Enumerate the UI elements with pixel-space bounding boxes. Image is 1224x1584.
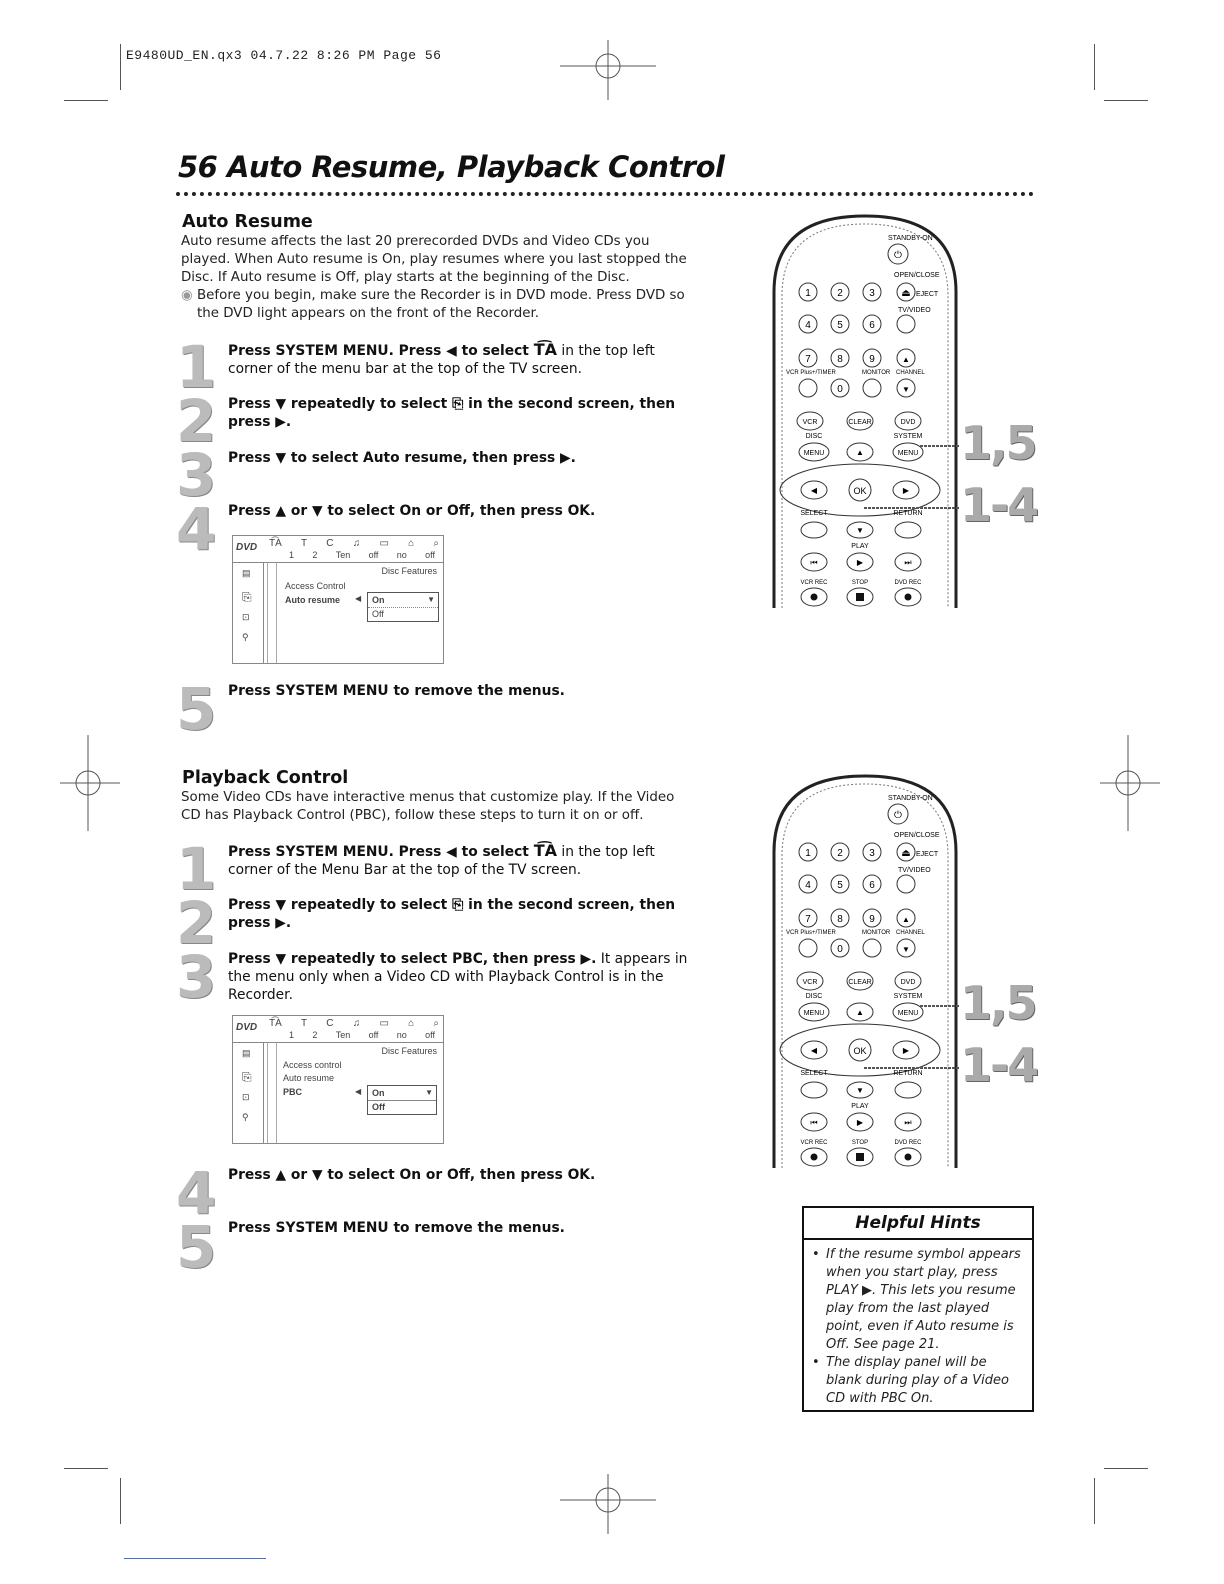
left-arrow-icon: ◀ <box>810 486 818 495</box>
step-line: press ▶. <box>228 414 292 430</box>
stop-icon <box>856 593 864 601</box>
return-label: RETURN <box>893 510 923 517</box>
step-number: 3 <box>176 943 217 1011</box>
step-bold: Press ▼ repeatedly to select PBC, then press ▶. <box>228 951 597 967</box>
channel-down-icon: ▼ <box>902 385 910 394</box>
osd-value: off <box>425 1030 435 1040</box>
intro-line: played. When Auto resume is On, play resumes where you last stopped the <box>181 252 687 267</box>
setup-icon: T͡A <box>269 1018 282 1029</box>
system-menu-label: MENU <box>897 1010 919 1017</box>
vcr-plus-label: VCR Plus+/TIMER <box>786 370 836 376</box>
disc-label: DISC <box>805 993 823 1000</box>
osd-values <box>289 550 435 560</box>
step-number: 5 <box>176 675 217 743</box>
digit-button-label: 4 <box>805 320 811 331</box>
step-number: 1 <box>176 333 217 401</box>
digit-button-label: 3 <box>869 848 875 859</box>
picture-icon: ▤ <box>242 568 251 578</box>
dropdown-arrow-icon: ▼ <box>427 595 435 604</box>
eject-icon: ⏏ <box>901 288 911 299</box>
digit-button-label: 2 <box>837 848 843 859</box>
chapter-icon: C <box>326 1018 334 1029</box>
intro-line: Auto resume affects the last 20 prerecorded DVDs and Video CDs you <box>181 234 650 249</box>
play-icon: ▶ <box>856 1118 864 1127</box>
right-arrow-icon: ▶ <box>902 486 910 495</box>
system-menu-label: MENU <box>897 450 919 457</box>
setup-icon: T͡A <box>533 340 558 359</box>
remote-callout-1-5: 1,5 <box>960 416 1036 470</box>
stop-icon <box>856 1153 864 1161</box>
crop-mark <box>1104 1468 1148 1469</box>
pbc-step-5-text: Press SYSTEM MENU to remove the menus. <box>228 1220 565 1236</box>
system-label: SYSTEM <box>893 433 923 440</box>
pbc-step-3-text <box>228 950 698 1004</box>
step-line: in the second screen, then <box>463 396 676 412</box>
digit-button-label: 7 <box>805 354 811 365</box>
select-label: SELECT <box>800 1070 828 1077</box>
osd-values <box>289 1030 435 1040</box>
step-rest: It appears in <box>596 951 688 967</box>
osd-dropdown <box>367 592 439 622</box>
osd-option: On <box>368 1086 436 1101</box>
clear-button-label: CLEAR <box>848 979 872 986</box>
angle-icon: ⌂ <box>408 538 415 549</box>
record-icon <box>905 594 912 601</box>
digit-button-label: 6 <box>869 320 875 331</box>
dvd-rec-label: DVD REC <box>894 1140 922 1146</box>
play-icon: ▶ <box>856 558 864 567</box>
dvd-rec-label: DVD REC <box>894 580 922 586</box>
osd-menu-bar <box>233 1016 443 1043</box>
step-number: 3 <box>176 441 217 509</box>
osd-row: Auto resume <box>283 1073 335 1083</box>
step-line: corner of the menu bar at the top of the TV screen. <box>228 361 583 377</box>
osd-dropdown <box>367 1085 437 1115</box>
play-label: PLAY <box>851 543 869 550</box>
digit-button-label: 4 <box>805 880 811 891</box>
osd-value: off <box>368 550 379 560</box>
osd-value: 2 <box>312 550 318 560</box>
step-bold: Press SYSTEM MENU. Press ◀ to select <box>228 844 534 860</box>
osd-rail <box>267 562 277 663</box>
vcr-rec-label: VCR REC <box>800 1140 828 1146</box>
preferences-icon: ⚲ <box>242 632 249 642</box>
channel-up-icon: ▲ <box>902 915 910 924</box>
playback-control-intro <box>181 789 701 825</box>
osd-value: off <box>425 550 435 560</box>
osd-value: off <box>368 1030 379 1040</box>
osd-row: Access Control <box>285 581 346 591</box>
eject-label: EJECT <box>916 291 939 298</box>
tv-video-label: TV/VIDEO <box>898 307 931 314</box>
crop-mark <box>64 100 108 101</box>
intro-line: Disc. If Auto resume is Off, play starts at the beginning of the Disc. <box>181 270 630 285</box>
open-close-label: OPEN/CLOSE <box>894 272 940 279</box>
osd-value: Ten <box>335 550 351 560</box>
disc-label: DISC <box>805 433 823 440</box>
digit-button-label: 5 <box>837 320 843 331</box>
channel-label: CHANNEL <box>896 370 925 376</box>
dvd-logo-icon: DVD <box>236 1022 258 1033</box>
sound-icon: ⊡ <box>242 1092 250 1102</box>
left-arrow-icon: ◀ <box>810 1046 818 1055</box>
vcr-rec-label: VCR REC <box>800 580 828 586</box>
step-line: press ▶. <box>228 915 292 931</box>
crop-mark <box>1094 44 1095 90</box>
auto-resume-title: Auto Resume <box>182 212 313 232</box>
stop-label: STOP <box>851 580 869 586</box>
monitor-label: MONITOR <box>862 370 891 376</box>
next-icon: ⏭ <box>904 1118 912 1127</box>
previous-icon: ⏮ <box>810 1118 818 1127</box>
osd-side-icons <box>233 562 264 663</box>
osd-option: On <box>368 593 438 608</box>
intro-line: Some Video CDs have interactive menus that customize play. If the Video <box>181 790 675 805</box>
before-line: the DVD light appears on the front of the Recorder. <box>197 306 540 321</box>
channel-up-icon: ▲ <box>902 355 910 364</box>
osd-icons <box>269 1018 439 1029</box>
remote-callout-1-5: 1,5 <box>960 976 1036 1030</box>
channel-down-icon: ▼ <box>902 945 910 954</box>
record-icon <box>905 1154 912 1161</box>
return-label: RETURN <box>893 1070 923 1077</box>
power-icon: ⏻ <box>894 810 902 821</box>
osd-value: no <box>396 1030 407 1040</box>
step-rest: in the top left <box>557 844 655 860</box>
step-line: Press ▼ repeatedly to select <box>228 396 453 412</box>
hints-list <box>804 1246 1032 1408</box>
digit-button-label: 6 <box>869 880 875 891</box>
step-rest: in the top left <box>557 343 655 359</box>
clear-button-label: CLEAR <box>848 419 872 426</box>
remote-callout-1-4: 1-4 <box>960 478 1038 532</box>
zoom-icon: ⌕ <box>433 538 439 549</box>
page-title: 56 Auto Resume, Playback Control <box>178 150 725 184</box>
next-icon: ⏭ <box>904 558 912 567</box>
osd-value: 1 <box>289 550 295 560</box>
pbc-step-1-text <box>228 842 688 879</box>
osd-screen-pbc <box>232 1015 444 1144</box>
hint-item: • The display panel will be blank during play of a Video CD with PBC On. <box>826 1354 1022 1408</box>
zoom-icon: ⌕ <box>433 1018 439 1029</box>
disc-features-icon: ⎘ <box>452 396 464 412</box>
osd-icons <box>269 538 439 549</box>
osd-left-arrow-icon: ◀ <box>355 594 362 603</box>
crop-mark <box>1094 1478 1095 1524</box>
playback-control-title: Playback Control <box>182 768 349 788</box>
chapter-icon: C <box>326 538 334 549</box>
stop-label: STOP <box>851 1140 869 1146</box>
crop-mark <box>120 1478 121 1524</box>
step-line: Press ▼ repeatedly to select <box>228 897 453 913</box>
before-line: Before you begin, make sure the Recorder is in DVD mode. Press DVD so <box>197 288 685 303</box>
dvd-logo-icon: DVD <box>236 542 258 553</box>
down-arrow-icon: ▼ <box>856 526 864 535</box>
step-line: the menu only when a Video CD with Playback Control is in the <box>228 969 664 985</box>
digit-button-label: 3 <box>869 288 875 299</box>
title-icon: T <box>300 1018 308 1029</box>
title-icon: T <box>300 538 308 549</box>
sound-icon: ⊡ <box>242 612 250 622</box>
slug-line: E9480UD_EN.qx3 04.7.22 8:26 PM Page 56 <box>126 48 442 63</box>
osd-value: Ten <box>335 1030 351 1040</box>
subtitle-icon: ▭ <box>379 538 389 549</box>
registration-mark-left <box>60 735 120 831</box>
step-5-text: Press SYSTEM MENU to remove the menus. <box>228 683 565 699</box>
setup-icon: T͡A <box>269 538 282 549</box>
title-rule <box>176 192 1034 196</box>
intro-line: CD has Playback Control (PBC), follow these steps to turn it on or off. <box>181 808 644 823</box>
preferences-icon: ⚲ <box>242 1112 249 1122</box>
channel-label: CHANNEL <box>896 930 925 936</box>
osd-header: Disc Features <box>381 566 437 576</box>
osd-row: Auto resume <box>285 595 341 605</box>
standby-label: STANDBY-ON <box>888 235 933 242</box>
dropdown-arrow-icon: ▼ <box>425 1088 433 1097</box>
eject-icon: ⏏ <box>901 848 911 859</box>
digit-button-label: 5 <box>837 880 843 891</box>
disc-menu-label: MENU <box>803 450 825 457</box>
auto-resume-intro <box>181 233 701 323</box>
power-icon: ⏻ <box>894 250 902 261</box>
down-arrow-icon: ▼ <box>856 1086 864 1095</box>
audio-icon: ♫ <box>352 538 361 549</box>
osd-value: 1 <box>289 1030 295 1040</box>
step-line: in the second screen, then <box>463 897 676 913</box>
step-number: 5 <box>176 1213 217 1281</box>
step-2-text <box>228 395 698 431</box>
osd-left-arrow-icon: ◀ <box>355 1087 362 1096</box>
pbc-step-2-text <box>228 896 698 932</box>
digit-button-label: 0 <box>837 384 843 395</box>
subtitle-icon: ▭ <box>379 1018 389 1029</box>
audio-icon: ♫ <box>352 1018 361 1029</box>
remote-callout-1-4: 1-4 <box>960 1038 1038 1092</box>
play-label: PLAY <box>851 1103 869 1110</box>
eject-label: EJECT <box>916 851 939 858</box>
registration-mark-bottom <box>560 1474 656 1534</box>
record-icon <box>811 1154 818 1161</box>
pbc-step-4-text: Press ▲ or ▼ to select On or Off, then press OK. <box>228 1167 596 1183</box>
up-arrow-icon: ▲ <box>856 448 864 457</box>
ok-button-label: OK <box>853 1046 867 1056</box>
helpful-hints-box <box>802 1206 1034 1412</box>
digit-button-label: 2 <box>837 288 843 299</box>
osd-header: Disc Features <box>381 1046 437 1056</box>
osd-screen-auto-resume <box>232 535 444 664</box>
footer-line <box>124 1558 266 1559</box>
dvd-button-label: DVD <box>900 419 916 426</box>
registration-mark-top <box>560 40 656 100</box>
osd-rail <box>267 1042 277 1143</box>
standby-label: STANDBY-ON <box>888 795 933 802</box>
vcr-button-label: VCR <box>802 979 818 986</box>
step-number: 2 <box>176 387 217 455</box>
osd-value: 2 <box>312 1030 318 1040</box>
step-number: 4 <box>176 495 217 563</box>
record-icon <box>811 594 818 601</box>
osd-row: Access control <box>283 1060 342 1070</box>
system-label: SYSTEM <box>893 993 923 1000</box>
setup-icon: T͡A <box>533 841 558 860</box>
digit-button-label: 1 <box>805 288 811 299</box>
digit-button-label: 7 <box>805 914 811 925</box>
digit-button-label: 9 <box>869 914 875 925</box>
registration-mark-right <box>1100 735 1160 831</box>
helpful-hints-title: Helpful Hints <box>804 1208 1032 1240</box>
step-number: 2 <box>176 889 217 957</box>
monitor-label: MONITOR <box>862 930 891 936</box>
step-3-text: Press ▼ to select Auto resume, then press ▶. <box>228 450 576 466</box>
vcr-button-label: VCR <box>802 419 818 426</box>
vcr-plus-label: VCR Plus+/TIMER <box>786 930 836 936</box>
osd-side-icons <box>233 1042 264 1143</box>
before-note <box>181 287 701 305</box>
digit-button-label: 0 <box>837 944 843 955</box>
tv-video-label: TV/VIDEO <box>898 867 931 874</box>
crop-mark <box>1104 100 1148 101</box>
select-label: SELECT <box>800 510 828 517</box>
bullet-icon: ◉ <box>181 288 193 303</box>
up-arrow-icon: ▲ <box>856 1008 864 1017</box>
remote-control-illustration-top <box>770 212 960 608</box>
previous-icon: ⏮ <box>810 558 818 567</box>
digit-button-label: 8 <box>837 354 843 365</box>
step-4-text: Press ▲ or ▼ to select On or Off, then press OK. <box>228 503 596 519</box>
disc-menu-label: MENU <box>803 1010 825 1017</box>
osd-menu-bar <box>233 536 443 563</box>
dvd-button-label: DVD <box>900 979 916 986</box>
disc-features-icon: ⎘ <box>452 897 464 913</box>
digit-button-label: 1 <box>805 848 811 859</box>
osd-option: Off <box>372 1102 385 1112</box>
osd-option: Off <box>372 609 384 619</box>
remote-control-illustration-bottom <box>770 772 960 1168</box>
osd-value: no <box>396 550 407 560</box>
right-arrow-icon: ▶ <box>902 1046 910 1055</box>
step-number: 4 <box>176 1159 217 1227</box>
ok-button-label: OK <box>853 486 867 496</box>
digit-button-label: 9 <box>869 354 875 365</box>
step-bold: Press SYSTEM MENU. Press ◀ to select <box>228 343 534 359</box>
crop-mark <box>120 44 121 90</box>
hint-item: • If the resume symbol appears when you start play, press PLAY ▶. This lets you resume play from the last played point, even if Auto resume is Off. See page 21. <box>826 1246 1022 1354</box>
open-close-label: OPEN/CLOSE <box>894 832 940 839</box>
disc-features-icon: ⎘ <box>242 1070 252 1084</box>
osd-row: PBC <box>283 1087 303 1097</box>
digit-button-label: 8 <box>837 914 843 925</box>
step-1-text <box>228 341 688 378</box>
angle-icon: ⌂ <box>408 1018 415 1029</box>
crop-mark <box>64 1468 108 1469</box>
step-line: Recorder. <box>228 987 293 1003</box>
picture-icon: ▤ <box>242 1048 251 1058</box>
step-line: corner of the Menu Bar at the top of the TV screen. <box>228 862 582 878</box>
step-number: 1 <box>176 835 217 903</box>
disc-features-icon: ⎘ <box>242 590 252 604</box>
